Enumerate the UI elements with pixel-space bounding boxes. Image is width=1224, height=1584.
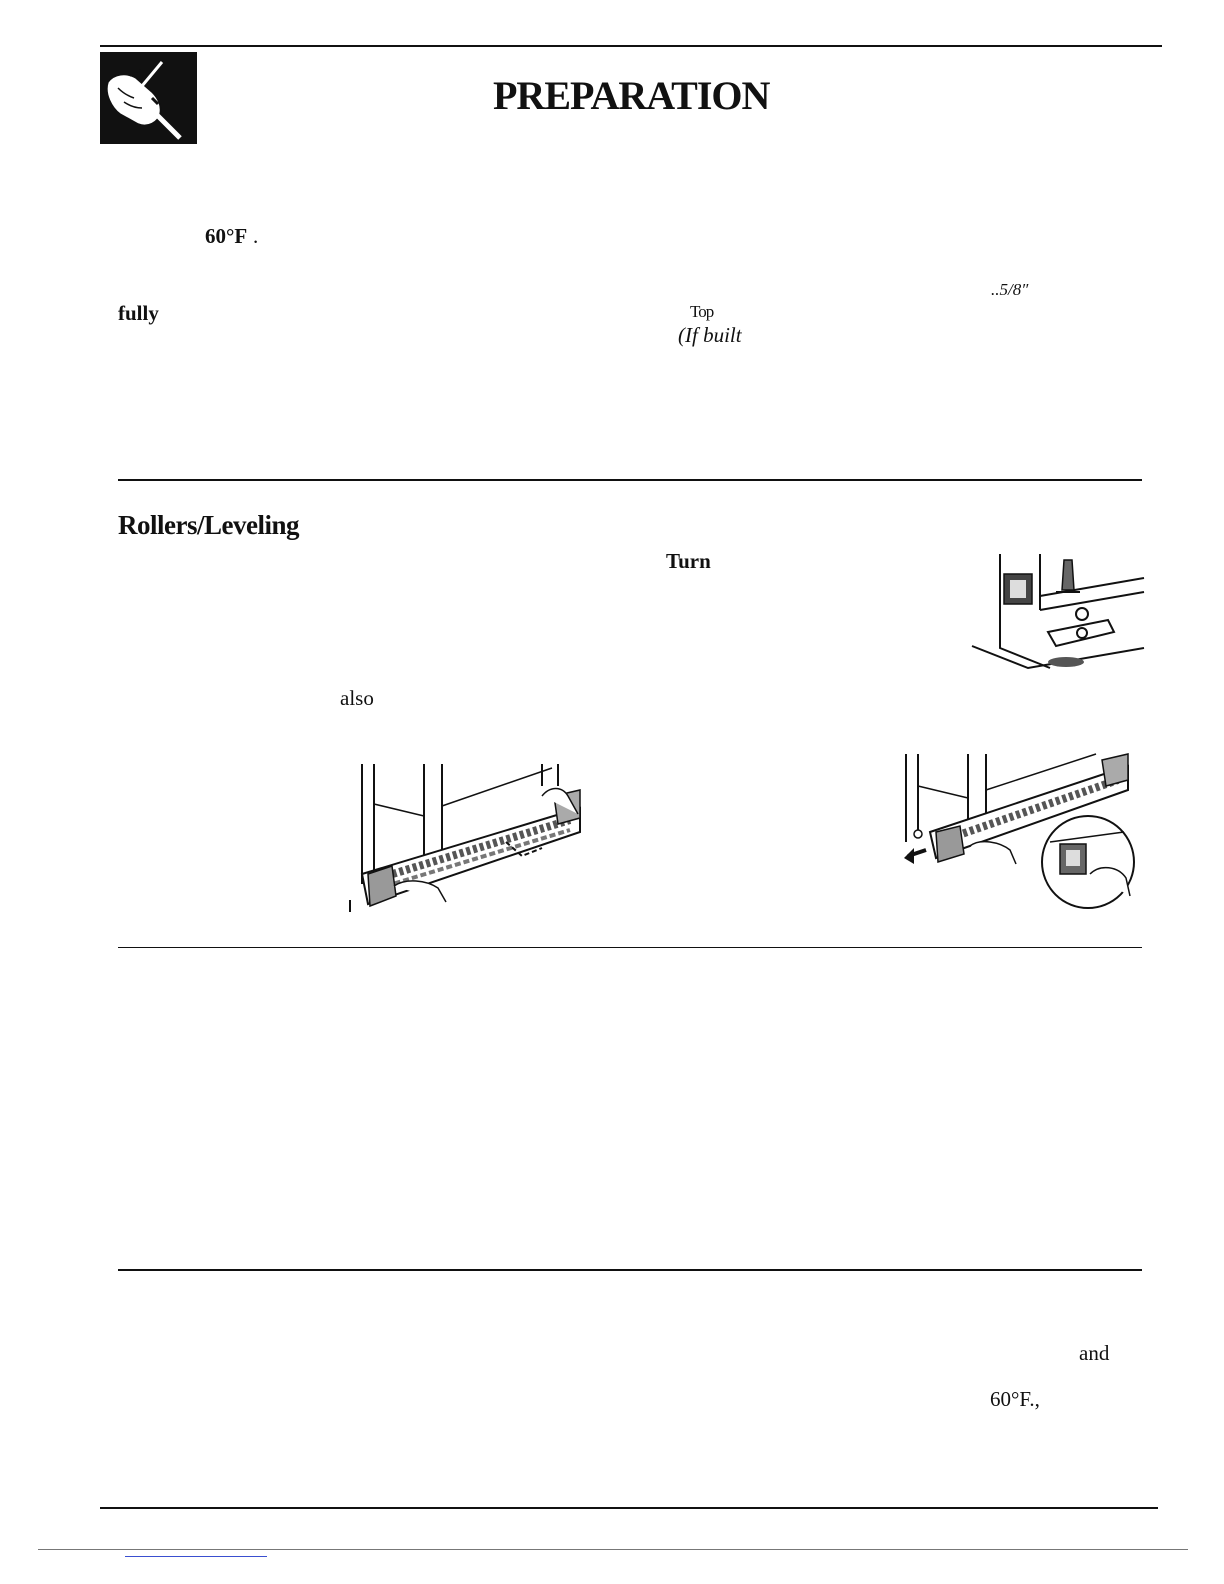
section-divider-1: [118, 479, 1142, 481]
turn-text: Turn: [666, 549, 711, 573]
page-title: PREPARATION: [493, 73, 770, 118]
hand-screwdriver-icon: [100, 52, 197, 144]
footer-link-line: [125, 1556, 267, 1557]
leveling-leg-illustration: [968, 550, 1148, 674]
grille-detail-illustration: [900, 746, 1140, 916]
section-divider-2: [118, 947, 1142, 948]
top-text: Top: [690, 302, 714, 321]
top-rule: [100, 45, 1162, 47]
dimension-text: ..5/8″: [991, 280, 1029, 299]
also-text: also: [340, 686, 374, 710]
if-built-text: (If built: [678, 323, 742, 347]
bottom-rule: [100, 1507, 1158, 1509]
footer-rule: [38, 1549, 1188, 1550]
section-divider-3: [118, 1269, 1142, 1271]
bottom-temperature-text: 60°F.,: [990, 1387, 1040, 1411]
rollers-leveling-heading: Rollers/Leveling: [118, 510, 299, 540]
grille-removal-illustration: [346, 756, 586, 916]
and-text: and: [1079, 1341, 1110, 1365]
temperature-bold: 60°F: [205, 224, 248, 248]
temperature-period: .: [253, 224, 259, 248]
fully-text: fully: [118, 301, 159, 325]
